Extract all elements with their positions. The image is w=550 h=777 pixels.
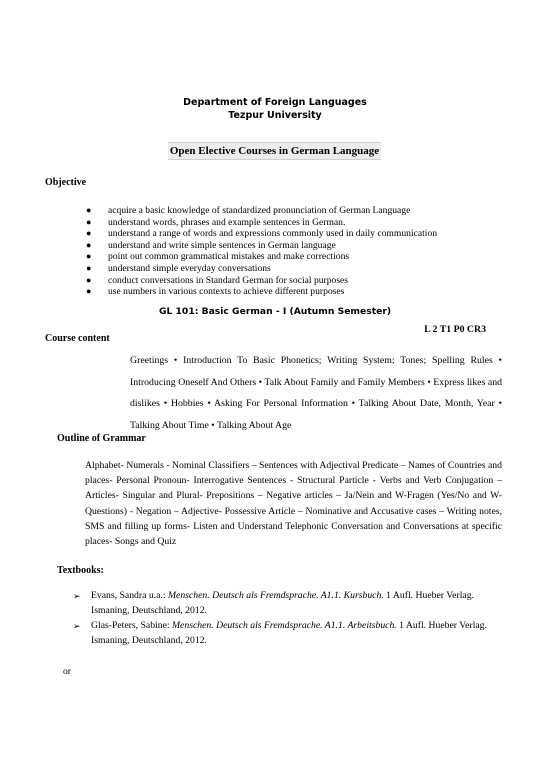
arrow-bullet-icon: ➢ xyxy=(73,591,81,601)
university-name: Tezpur University xyxy=(228,110,322,121)
objective-item: ● conduct conversations in Standard German for social purposes xyxy=(86,274,349,286)
textbook-item: ➢ Glas-Peters, Sabine: Menschen. Deutsch als Fremdsprache. A1.1. Arbeitsbuch. 1 Aufl. Hueber Verlag. Ismaning, Deutschland, 2012. xyxy=(73,620,487,646)
bullet-dot-icon: ● xyxy=(86,228,92,239)
objective-item: ● understand simple everyday conversations xyxy=(86,262,271,274)
grammar-text: Alphabet- Numerals - Nominal Classifiers – Sentences with Adjectival Predicate – Names of Countries and places- Personal Pronoun- Interrogative Sentences - Structural Particle - Verbs and Verb Conjugation – Articles- Singular and Plural- Prepositions – Negative articles – Ja/Nein and W-Fragen (Yes/No and W- Questions) - Negation – Adjective- Possessive Article – Nominative and Accusative cases – Writing notes, SMS and filling up forms- Listen and Understand Telephonic Conversation and Conversations at specific places- Songs and Quiz xyxy=(85,460,502,548)
course-content-text: Greetings • Introduction To Basic Phonetics; Writing System; Tones; Spelling Rules • Introducing Oneself And Others • Talk About Family and Family Members • Express likes and dislikes • Hobbies • Asking For Personal Information • Talking About Date, Month, Year • Talking About Time • Talking About Age xyxy=(130,355,502,431)
bullet-dot-icon: ● xyxy=(86,286,92,297)
objective-heading: Objective xyxy=(45,177,87,188)
objective-item: ● acquire a basic knowledge of standardized pronunciation of German Language xyxy=(86,205,411,216)
bullet-dot-icon: ● xyxy=(86,262,92,273)
objective-item: ● understand and write simple sentences in German language xyxy=(86,239,336,251)
course-credits: L 2 T1 P0 CR3 xyxy=(424,324,486,335)
bullet-dot-icon: ● xyxy=(86,205,92,215)
objective-item: ● understand a range of words and expressions commonly used in daily communication xyxy=(86,228,438,240)
textbook-item: ➢ Evans, Sandra u.a.: Menschen. Deutsch als Fremdsprache. A1.1. Kursbuch. 1 Aufl. Hueber Verlag. Ismaning, Deutschland, 2012. xyxy=(73,590,474,616)
grammar-heading: Outline of Grammar xyxy=(57,433,146,444)
objective-list xyxy=(84,205,504,298)
textbooks-heading: Textbooks: xyxy=(57,565,104,576)
department-title: Department of Foreign Languages xyxy=(183,97,367,108)
or-separator: or xyxy=(63,666,71,677)
course-content-heading: Course content xyxy=(45,333,110,344)
bullet-dot-icon: ● xyxy=(86,239,92,250)
arrow-bullet-icon: ➢ xyxy=(73,621,81,631)
bullet-dot-icon: ● xyxy=(86,274,92,285)
courses-banner: Open Elective Courses in German Language xyxy=(168,142,381,160)
objective-item: ● use numbers in various contexts to achieve different purposes xyxy=(86,286,345,298)
objective-item: ● point out common grammatical mistakes and make corrections xyxy=(86,251,350,263)
course-title: GL 101: Basic German - I (Autumn Semester) xyxy=(158,306,392,317)
bullet-dot-icon: ● xyxy=(86,216,92,227)
objective-item: ● understand words, phrases and example sentences in German. xyxy=(86,216,346,228)
bullet-dot-icon: ● xyxy=(86,251,92,262)
